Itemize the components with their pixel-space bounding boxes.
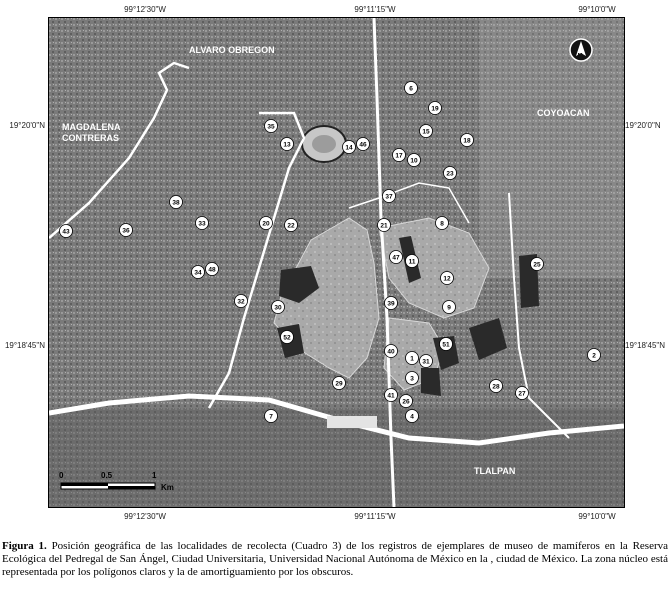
locality-marker-41	[385, 389, 398, 402]
locality-marker-21	[378, 219, 391, 232]
locality-marker-label: 21	[380, 222, 388, 230]
label-alvaro-obregon: ALVARO OBREGON	[189, 45, 275, 55]
top-lon-label-2: 99°11'15"W	[354, 5, 396, 14]
locality-marker-label: 6	[409, 85, 413, 93]
locality-marker-18	[461, 134, 474, 147]
locality-marker-2	[588, 349, 601, 362]
buffer-zone-4	[421, 368, 441, 396]
locality-marker-label: 46	[359, 141, 367, 149]
coyoacan-area	[479, 18, 624, 278]
locality-marker-label: 38	[172, 199, 180, 207]
locality-marker-10	[408, 154, 421, 167]
locality-marker-label: 1	[410, 355, 414, 363]
locality-marker-label: 36	[122, 227, 130, 235]
locality-marker-label: 28	[492, 383, 500, 391]
locality-marker-26	[400, 395, 413, 408]
locality-marker-label: 2	[592, 352, 596, 360]
locality-marker-label: 40	[387, 348, 395, 356]
locality-marker-label: 12	[443, 275, 451, 283]
satellite-map	[48, 17, 625, 508]
locality-marker-label: 31	[422, 358, 430, 366]
locality-marker-label: 15	[422, 128, 430, 136]
locality-marker-label: 18	[463, 137, 471, 145]
locality-marker-label: 4	[410, 413, 414, 421]
locality-marker-6	[405, 82, 418, 95]
stadium-field	[312, 135, 336, 153]
locality-marker-23	[444, 167, 457, 180]
north-arrow-icon	[570, 39, 592, 61]
locality-marker-9	[443, 301, 456, 314]
bottom-lon-label-3: 99°10'0"W	[578, 512, 616, 521]
locality-marker-20	[260, 217, 273, 230]
locality-marker-label: 23	[446, 170, 454, 178]
figure-caption	[2, 540, 668, 579]
left-lat-label-1: 19°20'0"N	[9, 121, 45, 130]
locality-marker-label: 48	[208, 266, 216, 274]
locality-marker-label: 11	[408, 258, 416, 266]
locality-marker-47	[390, 251, 403, 264]
figure-caption-label: Figura 1.	[2, 540, 47, 552]
label-contreras: CONTRERAS	[62, 133, 120, 143]
locality-marker-1	[406, 352, 419, 365]
top-lon-label-3: 99°10'0"W	[578, 5, 616, 14]
locality-marker-34	[192, 266, 205, 279]
locality-marker-7	[265, 410, 278, 423]
locality-marker-31	[420, 355, 433, 368]
locality-marker-label: 29	[335, 380, 343, 388]
locality-marker-label: 30	[274, 304, 282, 312]
locality-marker-46	[357, 138, 370, 151]
locality-marker-12	[441, 272, 454, 285]
label-coyoacan: COYOACAN	[537, 108, 590, 118]
locality-marker-label: 10	[410, 157, 418, 165]
locality-marker-label: 3	[410, 375, 414, 383]
locality-marker-19	[429, 102, 442, 115]
locality-marker-38	[170, 196, 183, 209]
locality-marker-label: 25	[533, 261, 541, 269]
locality-marker-label: 19	[431, 105, 439, 113]
locality-marker-17	[393, 149, 406, 162]
bottom-lon-label-2: 99°11'15"W	[354, 512, 396, 521]
locality-marker-37	[383, 190, 396, 203]
locality-marker-label: 52	[283, 334, 291, 342]
locality-marker-25	[531, 258, 544, 271]
map-canvas	[49, 18, 624, 507]
locality-marker-8	[436, 217, 449, 230]
locality-marker-label: 9	[447, 304, 451, 312]
left-lat-label-2: 19°18'45"N	[4, 341, 45, 350]
locality-marker-label: 51	[442, 341, 450, 349]
locality-marker-11	[406, 255, 419, 268]
locality-marker-15	[420, 125, 433, 138]
scale-unit: Km	[161, 483, 174, 492]
locality-marker-label: 35	[267, 123, 275, 131]
figure-caption-text: Posición geográfica de las localidades de recolecta (Cuadro 3) de los registros de ejemplares de museo de mamíferos en la Reserva Ecológica del Pedregal de San Ángel, Ciudad Universitaria, Universidad Nacional Autónoma de México en la , ciudad de México. La zona núcleo está representada por los polígonos claros y la de amortiguamiento por los obscuros.	[2, 540, 668, 578]
scale-tick-0: 0	[59, 471, 64, 480]
locality-marker-14	[343, 141, 356, 154]
locality-marker-30	[272, 301, 285, 314]
locality-marker-label: 27	[518, 390, 526, 398]
locality-marker-label: 14	[345, 144, 353, 152]
locality-marker-29	[333, 377, 346, 390]
locality-marker-label: 34	[194, 269, 202, 277]
locality-marker-35	[265, 120, 278, 133]
locality-marker-label: 13	[283, 141, 291, 149]
locality-marker-27	[516, 387, 529, 400]
locality-marker-52	[281, 331, 294, 344]
locality-marker-label: 22	[287, 222, 295, 230]
locality-marker-28	[490, 380, 503, 393]
locality-marker-label: 20	[262, 220, 270, 228]
bottom-lon-label-1: 99°12'30"W	[124, 512, 166, 521]
scale-tick-1: 1	[152, 471, 157, 480]
sports-facility	[327, 416, 377, 428]
locality-marker-48	[206, 263, 219, 276]
locality-marker-label: 33	[198, 220, 206, 228]
locality-marker-51	[440, 338, 453, 351]
locality-marker-label: 43	[62, 228, 70, 236]
locality-marker-40	[385, 345, 398, 358]
locality-marker-label: 8	[440, 220, 444, 228]
locality-marker-label: 47	[392, 254, 400, 262]
locality-marker-label: 7	[269, 413, 273, 421]
right-lat-label-2: 19°18'45"N	[625, 341, 666, 350]
top-lon-label-1: 99°12'30"W	[124, 5, 166, 14]
locality-marker-label: 32	[237, 298, 245, 306]
north-arrow-label: N	[577, 53, 583, 60]
locality-marker-label: 26	[402, 398, 410, 406]
locality-marker-33	[196, 217, 209, 230]
right-lat-label-1: 19°20'0"N	[625, 121, 661, 130]
locality-marker-label: 39	[387, 300, 395, 308]
locality-marker-3	[406, 372, 419, 385]
locality-marker-label: 17	[395, 152, 403, 160]
scale-tick-0-5: 0.5	[101, 471, 113, 480]
locality-marker-13	[281, 138, 294, 151]
locality-marker-22	[285, 219, 298, 232]
locality-marker-32	[235, 295, 248, 308]
label-magdalena: MAGDALENA	[62, 122, 121, 132]
locality-marker-39	[385, 297, 398, 310]
locality-marker-4	[406, 410, 419, 423]
locality-marker-43	[60, 225, 73, 238]
label-tlalpan: TLALPAN	[474, 466, 516, 476]
locality-marker-label: 41	[387, 392, 395, 400]
locality-marker-36	[120, 224, 133, 237]
locality-marker-label: 37	[385, 193, 393, 201]
